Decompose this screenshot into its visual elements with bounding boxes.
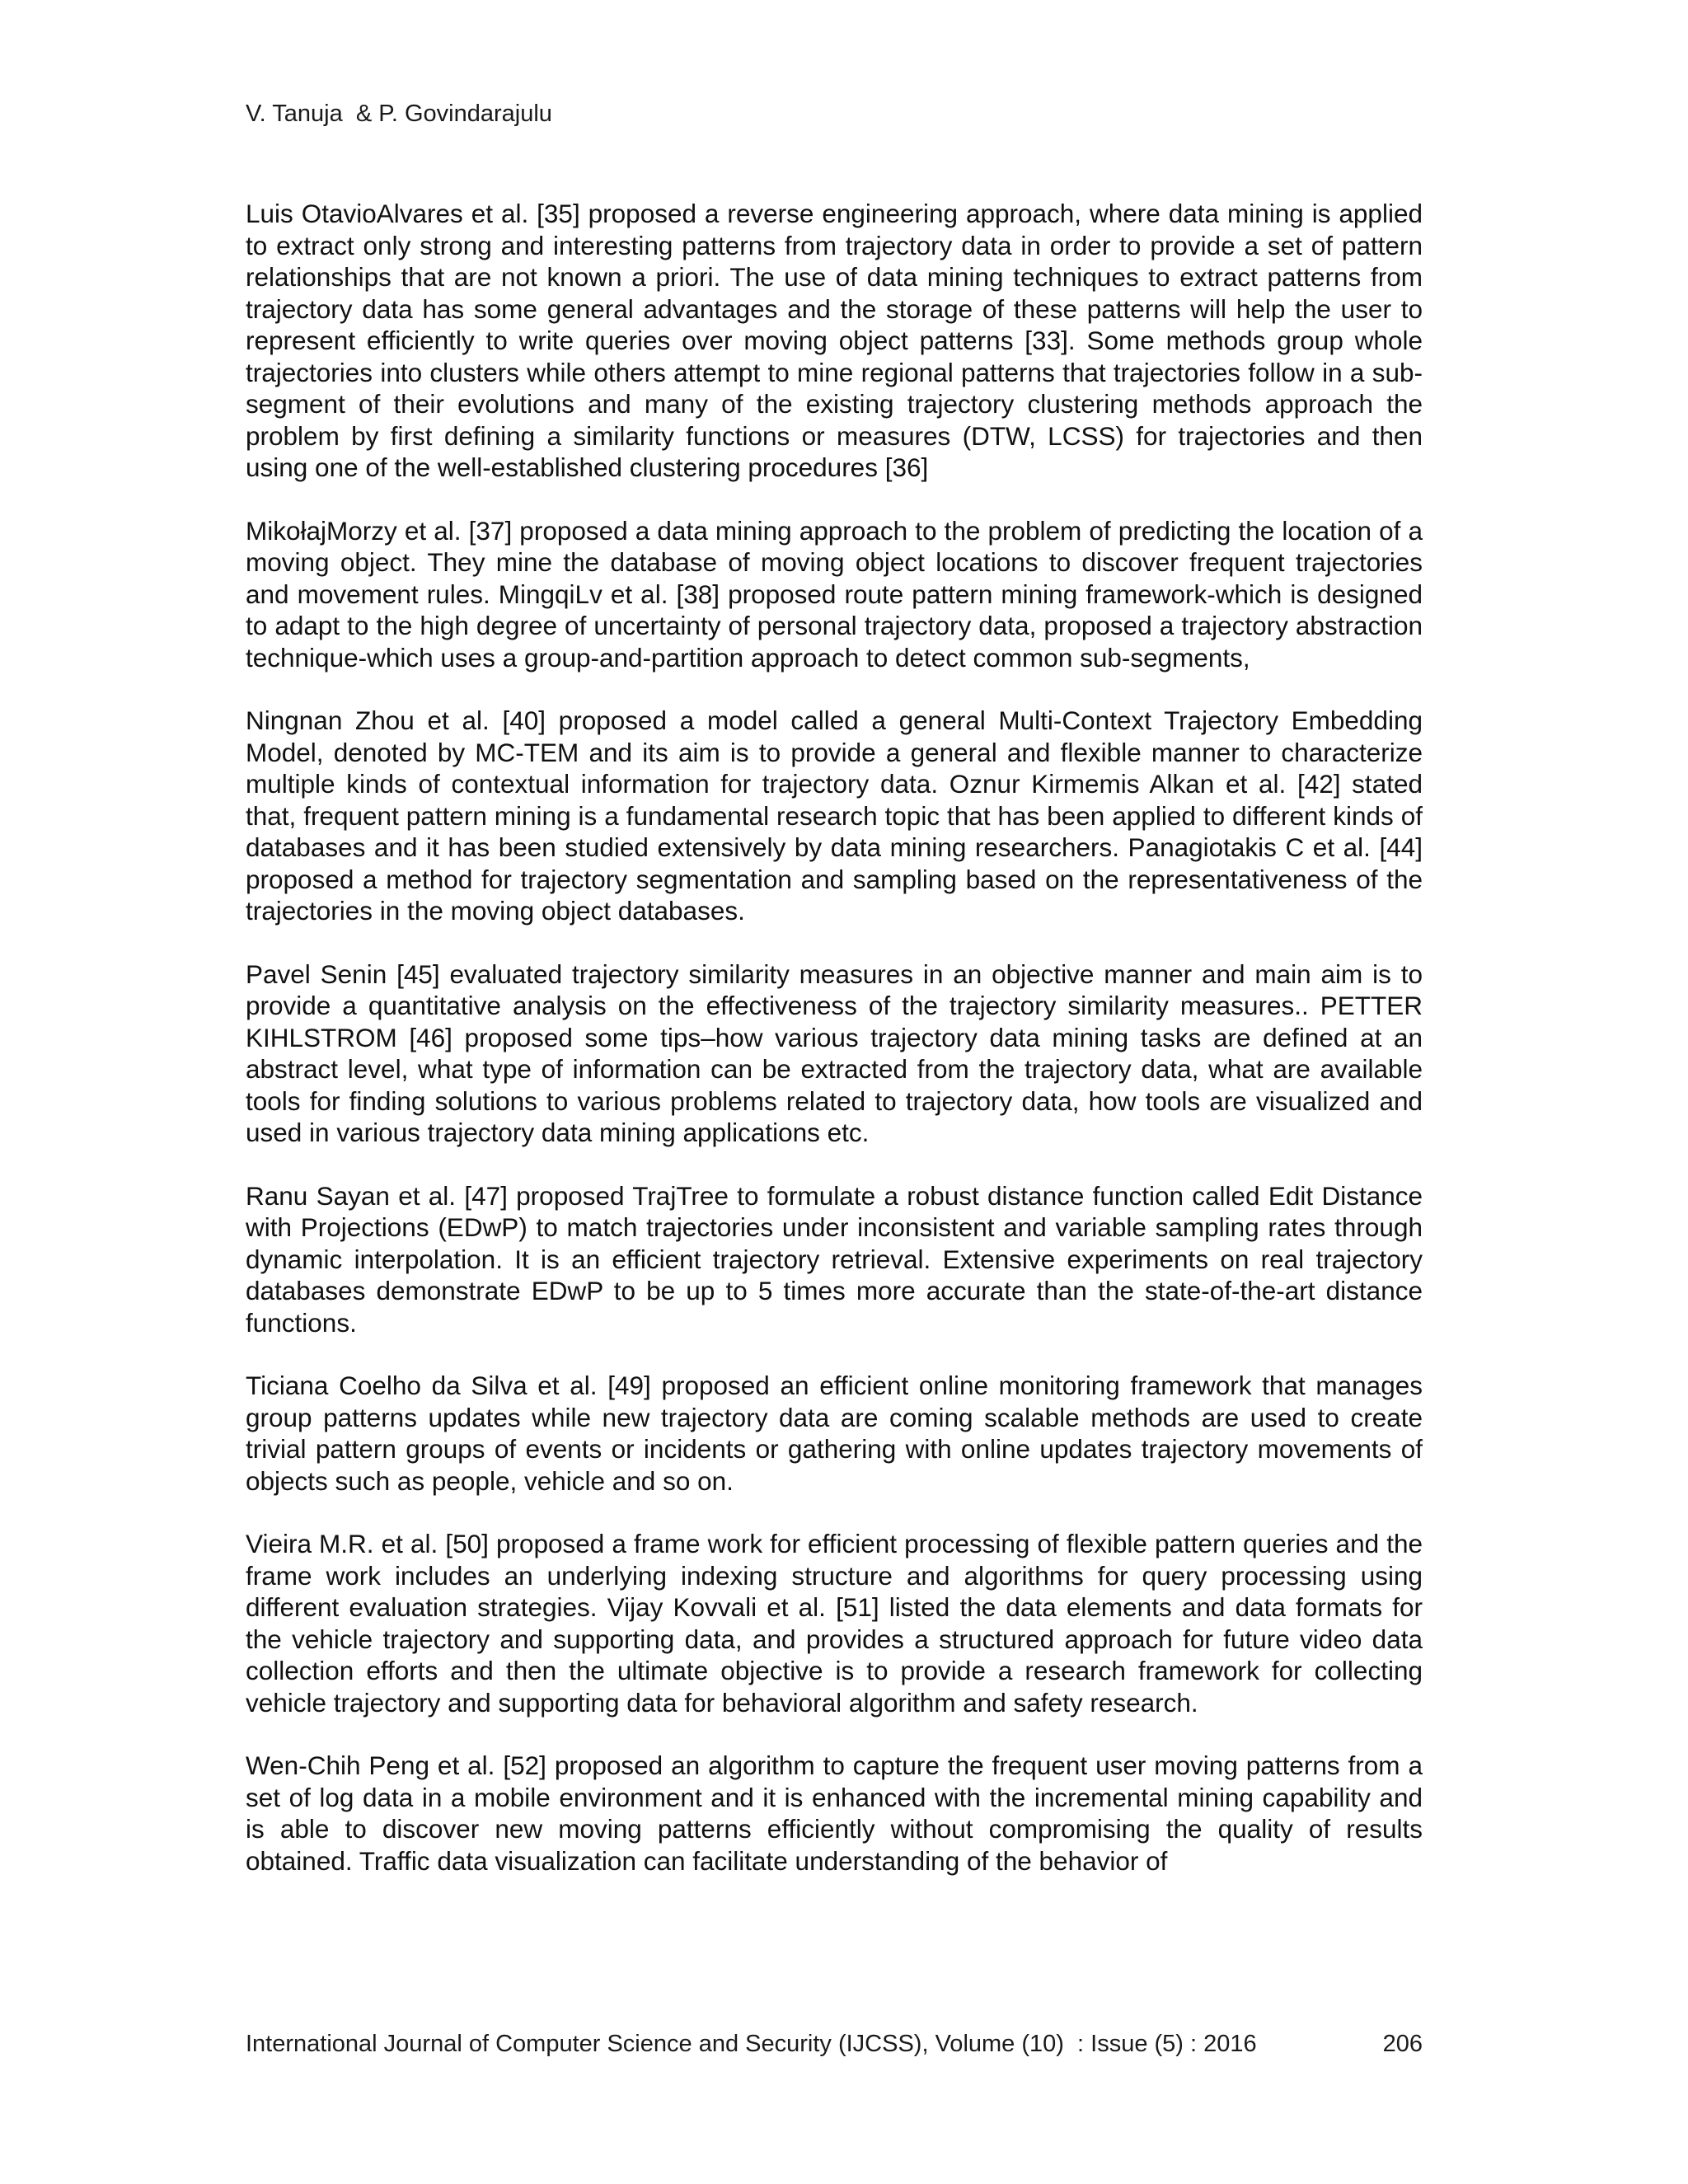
paragraph-morzy: MikołajMorzy et al. [37] proposed a data mining approach to the problem of predicting the location of a moving object. They mine the database of moving object locations to discover frequent trajectories and movement rules. MingqiLv et al. [38] proposed route pattern mining framework-which is designed to adapt to the high degree of uncertainty of personal trajectory data, proposed a trajectory abstraction technique-which uses a group-and-partition approach to detect common sub-segments, xyxy=(246,515,1423,673)
paragraph-alvares: Luis OtavioAlvares et al. [35] proposed a reverse engineering approach, where data mining is applied to extract only strong and interesting patterns from trajectory data in order to provide a set of pattern relationships that are not known a priori. The use of data mining techniques to extract patterns from trajectory data has some general advantages and the storage of these patterns will help the user to represent efficiently to write queries over moving object patterns [33]. Some methods group whole trajectories into clusters while others attempt to mine regional patterns that trajectories follow in a sub-segment of their evolutions and many of the existing trajectory clustering methods approach the problem by first defining a similarity functions or measures (DTW, LCSS) for trajectories and then using one of the well-established clustering procedures [36] xyxy=(246,199,1423,482)
paragraph-sayan: Ranu Sayan et al. [47] proposed TrajTree to formulate a robust distance function called Edit Distance with Projections (EDwP) to match trajectories under inconsistent and variable sampling rates through dynamic interpolation. It is an efficient trajectory retrieval. Extensive experiments on real trajectory databases demonstrate EDwP to be up to 5 times more accurate than the state-of-the-art distance functions. xyxy=(246,1180,1423,1338)
body-text xyxy=(246,198,1423,1908)
running-header-authors: V. Tanuja & P. Govindarajulu xyxy=(246,101,552,127)
paragraph-zhou: Ningnan Zhou et al. [40] proposed a model called a general Multi-Context Trajectory Embedding Model, denoted by MC-TEM and its aim is to provide a general and flexible manner to characterize multiple kinds of contextual information for trajectory data. Oznur Kirmemis Alkan et al. [42] stated that, frequent pattern mining is a fundamental research topic that has been applied to different kinds of databases and it has been studied extensively by data mining researchers. Panagiotakis C et al. [44] proposed a method for trajectory segmentation and sampling based on the representativeness of the trajectories in the moving object databases. xyxy=(246,705,1423,926)
paragraph-senin: Pavel Senin [45] evaluated trajectory similarity measures in an objective manner and main aim is to provide a quantitative analysis on the effectiveness of the trajectory similarity measures.. PETTER KIHLSTROM [46] proposed some tips–how various trajectory data mining tasks are defined at an abstract level, what type of information can be extracted from the trajectory data, what are available tools for finding solutions to various problems related to trajectory data, how tools are visualized and used in various trajectory data mining applications etc. xyxy=(246,958,1423,1147)
paragraph-vieira: Vieira M.R. et al. [50] proposed a frame work for efficient processing of flexible pattern queries and the frame work includes an underlying indexing structure and algorithms for query processing using different evaluation strategies. Vijay Kovvali et al. [51] listed the data elements and data formats for the vehicle trajectory and supporting data, and provides a structured approach for future video data collection efforts and then the ultimate objective is to provide a research framework for collecting vehicle trajectory and supporting data for behavioral algorithm and safety research. xyxy=(246,1529,1423,1718)
paragraph-silva: Ticiana Coelho da Silva et al. [49] proposed an efficient online monitoring framework that manages group patterns updates while new trajectory data are coming scalable methods are used to create trivial pattern groups of events or incidents or gathering with online updates trajectory movements of objects such as people, vehicle and so on. xyxy=(246,1371,1423,1496)
paragraph-peng: Wen-Chih Peng et al. [52] proposed an algorithm to capture the frequent user moving patterns from a set of log data in a mobile environment and it is enhanced with the incremental mining capability and is able to discover new moving patterns efficiently without compromising the quality of results obtained. Traffic data visualization can facilitate understanding of the behavior of xyxy=(246,1750,1423,1876)
footer-journal-citation: International Journal of Computer Science and Security (IJCSS), Volume (10) : Issue (5) : 2016 xyxy=(246,2031,1257,2057)
page-number: 206 xyxy=(1382,2031,1423,2057)
